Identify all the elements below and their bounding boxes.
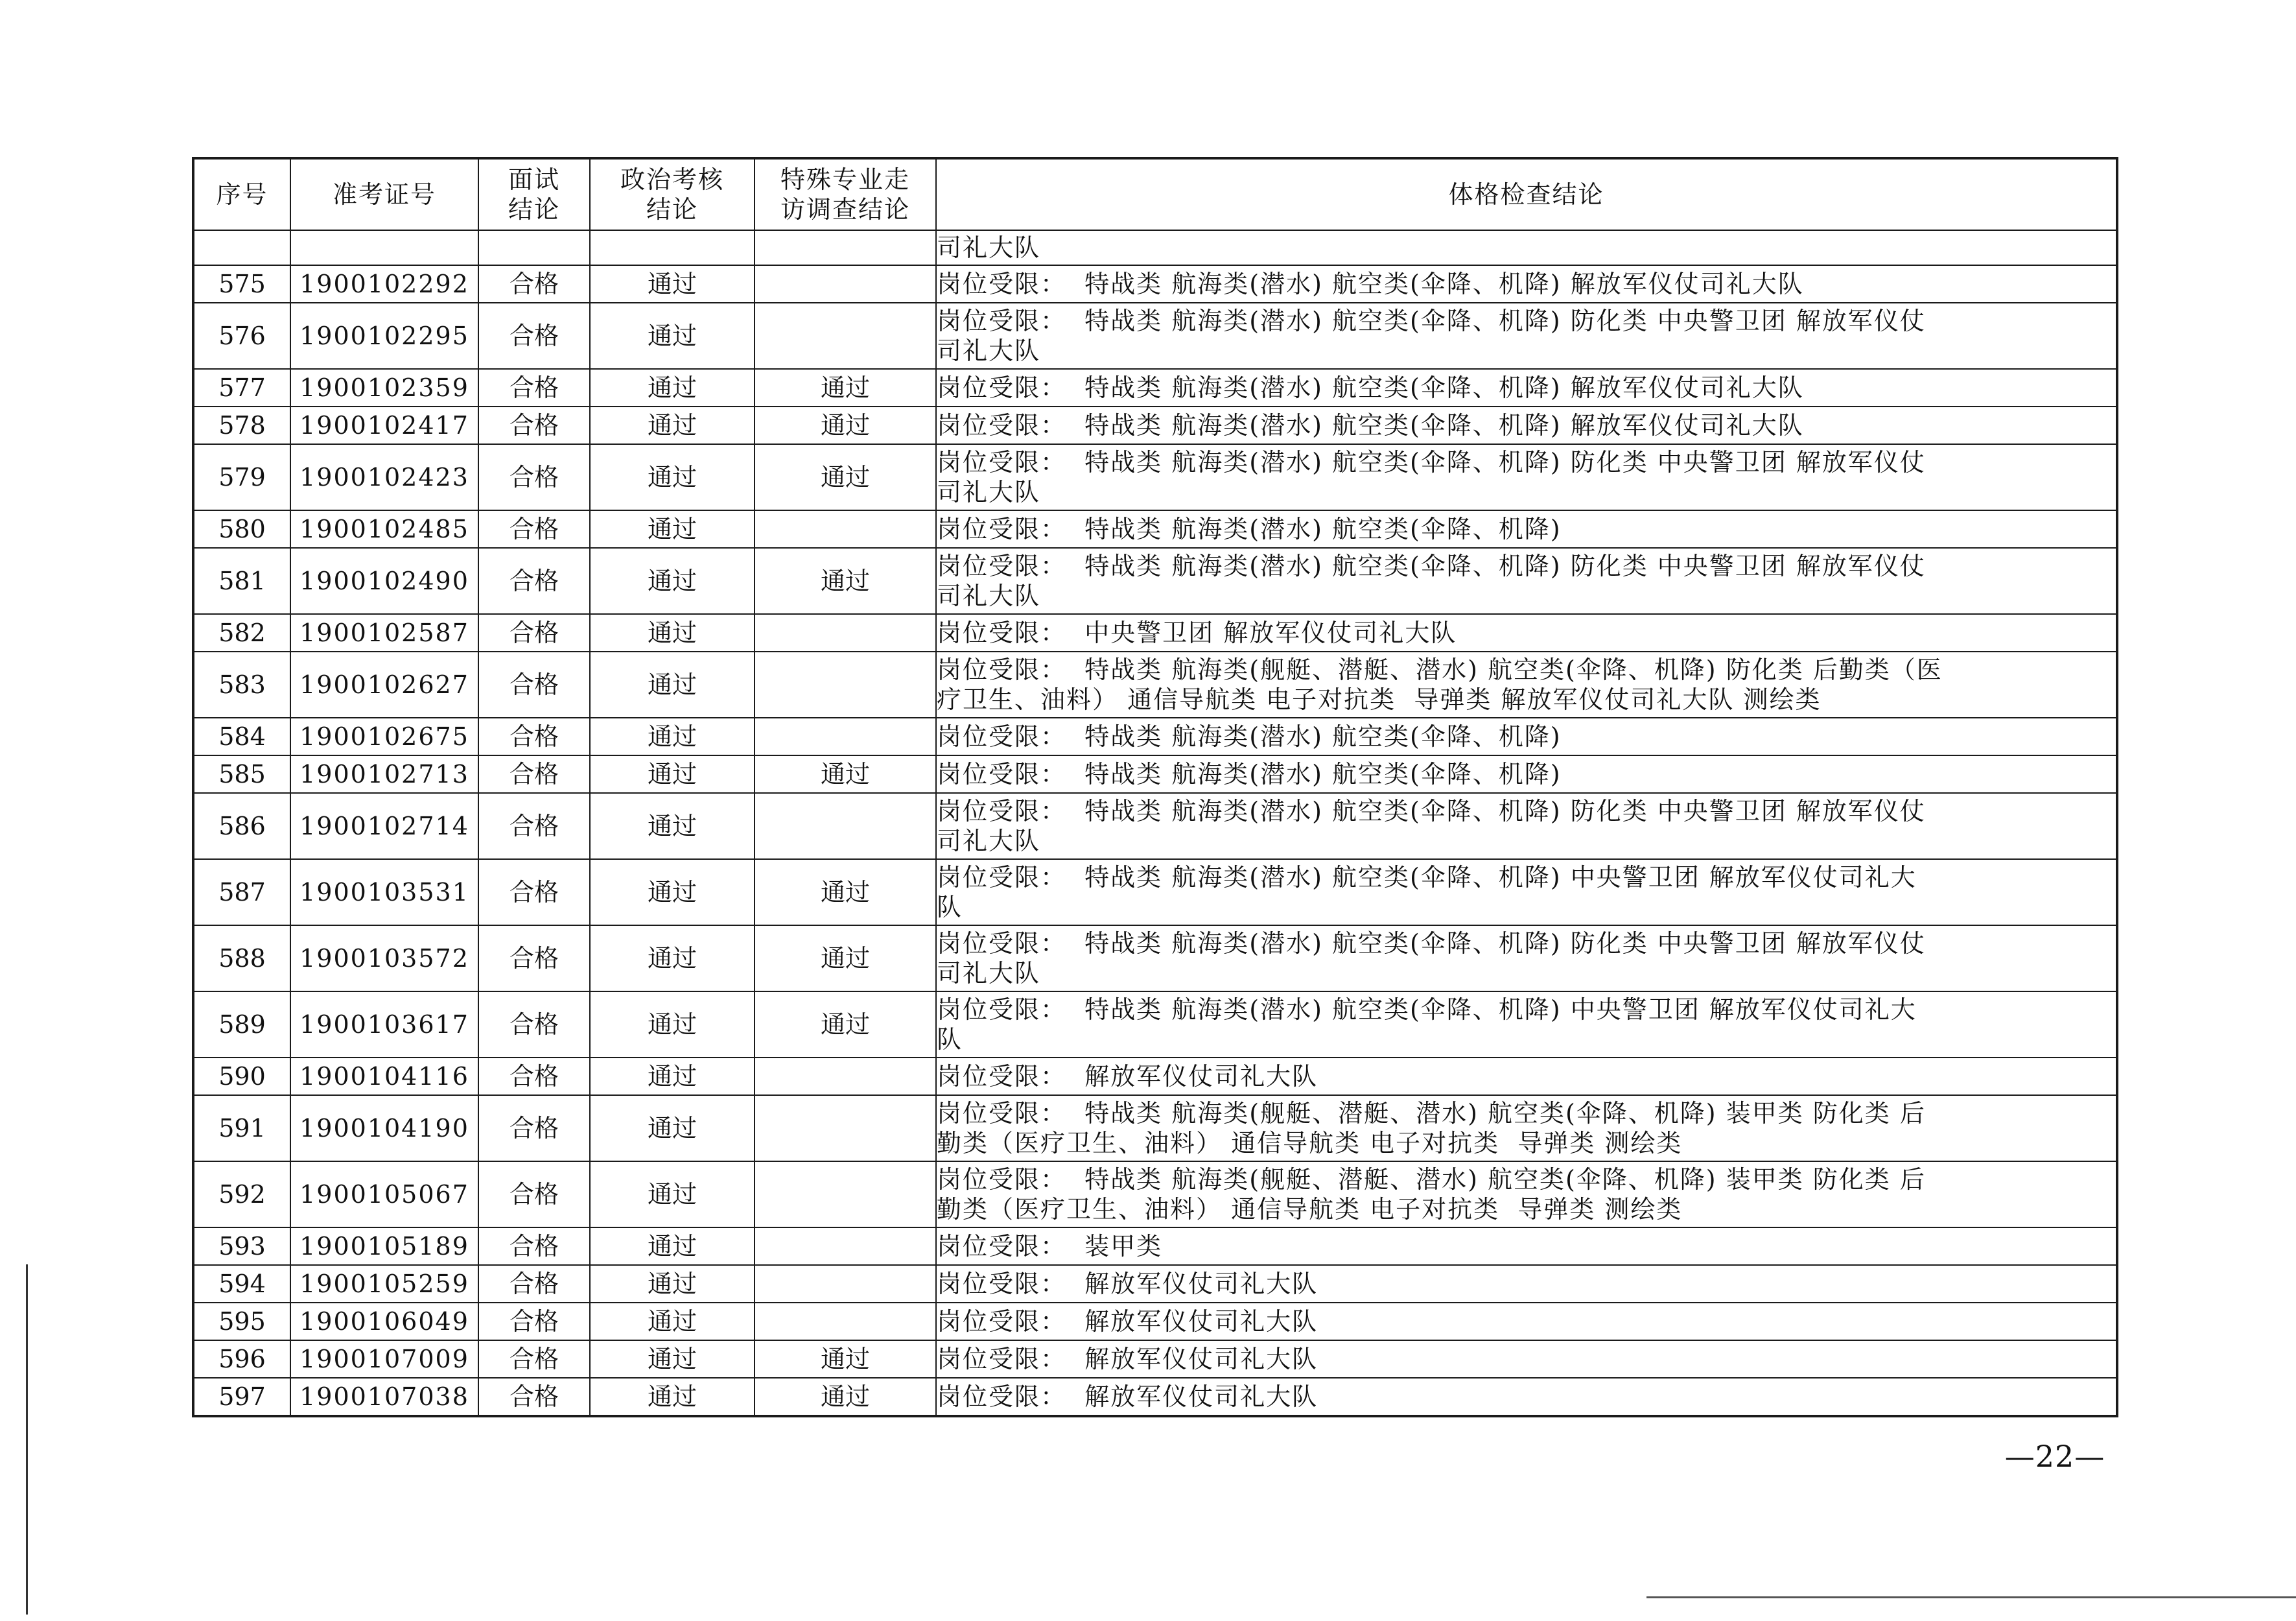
physical-exam-line: 司礼大队 — [937, 827, 1041, 855]
cell-physical-exam-result — [936, 718, 2117, 755]
table-row — [193, 859, 2117, 925]
cell-political-result: 通过 — [590, 1340, 755, 1378]
results-table-container — [192, 157, 2116, 1417]
physical-exam-line: 司礼大队 — [937, 959, 1041, 988]
cell-interview-result: 合格 — [478, 1378, 590, 1416]
table-row — [193, 1340, 2117, 1378]
table-body — [193, 230, 2117, 1416]
header-interview-line-2: 结论 — [508, 195, 560, 224]
table-row — [193, 718, 2117, 755]
cell-seq: 578 — [193, 407, 290, 444]
table-row — [193, 1227, 2117, 1265]
table-row — [193, 548, 2117, 614]
cell-physical-exam-result — [936, 859, 2117, 925]
cell-special-survey-result — [755, 510, 936, 548]
cell-political-result: 通过 — [590, 265, 755, 303]
cell-special-survey-result — [755, 718, 936, 755]
cell-special-survey-result — [755, 652, 936, 718]
cell-seq: 593 — [193, 1227, 290, 1265]
cell-special-survey-result: 通过 — [755, 755, 936, 793]
cell-physical-exam-result — [936, 1058, 2117, 1095]
cell-political-result: 通过 — [590, 859, 755, 925]
physical-exam-line: 司礼大队 — [937, 478, 1041, 506]
physical-exam-line: 勤类（医疗卫生、油料） 通信导航类 电子对抗类 导弹类 测绘类 — [937, 1129, 1683, 1157]
cell-exam-id: 1900102587 — [290, 614, 478, 652]
page-number: —22— — [2004, 1439, 2105, 1474]
cell-political-result: 通过 — [590, 1058, 755, 1095]
cell-interview-result: 合格 — [478, 614, 590, 652]
cell-special-survey-result: 通过 — [755, 444, 936, 510]
cell-interview-result: 合格 — [478, 859, 590, 925]
table-row — [193, 303, 2117, 369]
cell-physical-exam-result — [936, 548, 2117, 614]
cell-political-result: 通过 — [590, 369, 755, 407]
table-row — [193, 652, 2117, 718]
cell-seq: 579 — [193, 444, 290, 510]
cell-physical-exam-result — [936, 652, 2117, 718]
cell-special-survey-result: 通过 — [755, 1378, 936, 1416]
cell-seq: 588 — [193, 925, 290, 991]
cell-seq: 595 — [193, 1303, 290, 1340]
cell-physical-exam-result — [936, 1095, 2117, 1161]
header-interview-line-1: 面试 — [508, 165, 560, 194]
table-row — [193, 407, 2117, 444]
header-exam-id-line: 准考证号 — [332, 180, 436, 209]
table-row — [193, 265, 2117, 303]
cell-physical-exam-result — [936, 444, 2117, 510]
cell-physical-exam-result — [936, 793, 2117, 859]
cell-interview-result: 合格 — [478, 1058, 590, 1095]
scan-edge-line-bottom — [1646, 1596, 2296, 1598]
cell-political-result: 通过 — [590, 510, 755, 548]
cell-interview-result: 合格 — [478, 265, 590, 303]
cell-exam-id: 1900102485 — [290, 510, 478, 548]
cell-political-result: 通过 — [590, 652, 755, 718]
table-row — [193, 510, 2117, 548]
cell-interview-result: 合格 — [478, 991, 590, 1058]
cell-exam-id: 1900102627 — [290, 652, 478, 718]
cell-exam-id: 1900106049 — [290, 1303, 478, 1340]
cell-exam-id: 1900102675 — [290, 718, 478, 755]
cell-exam-id: 1900103531 — [290, 859, 478, 925]
cell-interview-result: 合格 — [478, 1227, 590, 1265]
cell-interview-result: 合格 — [478, 1095, 590, 1161]
cell-special-survey-result — [755, 1227, 936, 1265]
physical-exam-line: 岗位受限： 解放军仪仗司礼大队 — [937, 1062, 1318, 1091]
header-special-line-1: 特殊专业走 — [780, 165, 910, 194]
cell-political-result: 通过 — [590, 1378, 755, 1416]
cell-exam-id: 1900105067 — [290, 1161, 478, 1227]
header-political — [590, 158, 755, 230]
physical-exam-line: 司礼大队 — [937, 233, 1041, 262]
cell-physical-exam-result — [936, 925, 2117, 991]
physical-exam-line: 司礼大队 — [937, 582, 1041, 610]
physical-exam-line: 勤类（医疗卫生、油料） 通信导航类 电子对抗类 导弹类 测绘类 — [937, 1195, 1683, 1224]
cell-political-result: 通过 — [590, 1303, 755, 1340]
cell-political-result: 通过 — [590, 925, 755, 991]
cell-interview-result: 合格 — [478, 793, 590, 859]
cell-exam-id: 1900104190 — [290, 1095, 478, 1161]
cell-interview-result: 合格 — [478, 1161, 590, 1227]
table-row — [193, 614, 2117, 652]
cell-physical-exam-result — [936, 230, 2117, 265]
cell-political-result: 通过 — [590, 444, 755, 510]
cell-seq: 597 — [193, 1378, 290, 1416]
cell-seq: 580 — [193, 510, 290, 548]
header-exam-id — [290, 158, 478, 230]
cell-special-survey-result — [755, 1303, 936, 1340]
cell-special-survey-result: 通过 — [755, 369, 936, 407]
header-physical — [936, 158, 2117, 230]
cell-exam-id: 1900102490 — [290, 548, 478, 614]
cell-special-survey-result: 通过 — [755, 859, 936, 925]
cell-seq: 575 — [193, 265, 290, 303]
physical-exam-line: 岗位受限： 特战类 航海类(潜水) 航空类(伞降、机降) 解放军仪仗司礼大队 — [937, 411, 1804, 440]
table-header-row — [193, 158, 2117, 230]
cell-political-result: 通过 — [590, 548, 755, 614]
physical-exam-line: 疗卫生、油料） 通信导航类 电子对抗类 导弹类 解放军仪仗司礼大队 测绘类 — [937, 685, 1822, 714]
physical-exam-line: 岗位受限： 特战类 航海类(潜水) 航空类(伞降、机降) 中央警卫团 解放军仪仗司礼大 — [937, 863, 1917, 892]
cell-political-result: 通过 — [590, 1227, 755, 1265]
cell-exam-id: 1900104116 — [290, 1058, 478, 1095]
cell-physical-exam-result — [936, 755, 2117, 793]
cell-special-survey-result — [755, 793, 936, 859]
cell-interview-result: 合格 — [478, 925, 590, 991]
physical-exam-line: 岗位受限： 特战类 航海类(潜水) 航空类(伞降、机降) 防化类 中央警卫团 解放军仪仗 — [937, 552, 1926, 580]
cell-seq: 576 — [193, 303, 290, 369]
cell-exam-id: 1900103617 — [290, 991, 478, 1058]
cell-exam-id — [290, 230, 478, 265]
results-table — [192, 157, 2118, 1417]
cell-special-survey-result: 通过 — [755, 407, 936, 444]
cell-political-result: 通过 — [590, 303, 755, 369]
cell-special-survey-result — [755, 303, 936, 369]
cell-interview-result: 合格 — [478, 755, 590, 793]
cell-exam-id: 1900102423 — [290, 444, 478, 510]
cell-special-survey-result: 通过 — [755, 925, 936, 991]
cell-exam-id: 1900102292 — [290, 265, 478, 303]
cell-interview-result: 合格 — [478, 407, 590, 444]
cell-special-survey-result: 通过 — [755, 548, 936, 614]
table-row — [193, 1265, 2117, 1303]
table-row — [193, 1303, 2117, 1340]
cell-interview-result: 合格 — [478, 510, 590, 548]
cell-physical-exam-result — [936, 1227, 2117, 1265]
cell-interview-result: 合格 — [478, 303, 590, 369]
physical-exam-line: 岗位受限： 特战类 航海类(潜水) 航空类(伞降、机降) 解放军仪仗司礼大队 — [937, 373, 1804, 402]
cell-interview-result: 合格 — [478, 369, 590, 407]
cell-seq: 589 — [193, 991, 290, 1058]
cell-special-survey-result: 通过 — [755, 991, 936, 1058]
physical-exam-line: 岗位受限： 特战类 航海类(潜水) 航空类(伞降、机降) 防化类 中央警卫团 解放军仪仗 — [937, 797, 1926, 825]
cell-special-survey-result — [755, 1095, 936, 1161]
cell-physical-exam-result — [936, 1340, 2117, 1378]
physical-exam-line: 队 — [937, 1025, 963, 1054]
cell-physical-exam-result — [936, 407, 2117, 444]
cell-seq — [193, 230, 290, 265]
physical-exam-line: 岗位受限： 特战类 航海类(舰艇、潜艇、潜水) 航空类(伞降、机降) 装甲类 防化类 后 — [937, 1165, 1926, 1194]
cell-exam-id: 1900102295 — [290, 303, 478, 369]
cell-physical-exam-result — [936, 614, 2117, 652]
header-seq-line: 序号 — [216, 180, 268, 209]
cell-seq: 583 — [193, 652, 290, 718]
physical-exam-line: 岗位受限： 特战类 航海类(潜水) 航空类(伞降、机降) 防化类 中央警卫团 解放军仪仗 — [937, 307, 1926, 335]
cell-exam-id: 1900102359 — [290, 369, 478, 407]
cell-special-survey-result: 通过 — [755, 1340, 936, 1378]
physical-exam-line: 岗位受限： 特战类 航海类(舰艇、潜艇、潜水) 航空类(伞降、机降) 装甲类 防化类 后 — [937, 1099, 1926, 1128]
cell-seq: 577 — [193, 369, 290, 407]
cell-interview-result: 合格 — [478, 444, 590, 510]
cell-special-survey-result — [755, 265, 936, 303]
physical-exam-line: 岗位受限： 解放军仪仗司礼大队 — [937, 1382, 1318, 1411]
table-row — [193, 444, 2117, 510]
cell-exam-id: 1900103572 — [290, 925, 478, 991]
cell-political-result: 通过 — [590, 614, 755, 652]
cell-interview-result: 合格 — [478, 718, 590, 755]
table-row — [193, 1058, 2117, 1095]
cell-special-survey-result — [755, 1058, 936, 1095]
cell-seq: 581 — [193, 548, 290, 614]
cell-exam-id: 1900102713 — [290, 755, 478, 793]
cell-exam-id: 1900102714 — [290, 793, 478, 859]
physical-exam-line: 岗位受限： 装甲类 — [937, 1232, 1163, 1260]
table-row — [193, 1378, 2117, 1416]
table-row — [193, 755, 2117, 793]
cell-physical-exam-result — [936, 303, 2117, 369]
table-row — [193, 1095, 2117, 1161]
cell-physical-exam-result — [936, 1265, 2117, 1303]
cell-seq: 592 — [193, 1161, 290, 1227]
physical-exam-line: 岗位受限： 解放军仪仗司礼大队 — [937, 1345, 1318, 1373]
table-row — [193, 1161, 2117, 1227]
cell-political-result: 通过 — [590, 1265, 755, 1303]
cell-interview-result: 合格 — [478, 1340, 590, 1378]
cell-political-result: 通过 — [590, 407, 755, 444]
cell-physical-exam-result — [936, 265, 2117, 303]
cell-physical-exam-result — [936, 991, 2117, 1058]
physical-exam-line: 岗位受限： 特战类 航海类(潜水) 航空类(伞降、机降) — [937, 515, 1562, 543]
cell-special-survey-result — [755, 230, 936, 265]
cell-political-result — [590, 230, 755, 265]
table-row — [193, 991, 2117, 1058]
physical-exam-line: 岗位受限： 特战类 航海类(潜水) 航空类(伞降、机降) 防化类 中央警卫团 解放军仪仗 — [937, 448, 1926, 477]
cell-political-result: 通过 — [590, 1095, 755, 1161]
header-political-line-1: 政治考核 — [620, 165, 724, 194]
physical-exam-line: 岗位受限： 特战类 航海类(潜水) 航空类(伞降、机降) — [937, 722, 1562, 751]
table-row — [193, 925, 2117, 991]
physical-exam-line: 司礼大队 — [937, 337, 1041, 365]
physical-exam-line: 岗位受限： 解放军仪仗司礼大队 — [937, 1307, 1318, 1336]
cell-interview-result: 合格 — [478, 1265, 590, 1303]
table-row — [193, 369, 2117, 407]
cell-political-result: 通过 — [590, 991, 755, 1058]
physical-exam-line: 岗位受限： 特战类 航海类(潜水) 航空类(伞降、机降) 解放军仪仗司礼大队 — [937, 270, 1804, 298]
physical-exam-line: 岗位受限： 特战类 航海类(潜水) 航空类(伞降、机降) 防化类 中央警卫团 解放军仪仗 — [937, 929, 1926, 958]
scan-edge-line-left — [26, 1264, 28, 1615]
cell-political-result: 通过 — [590, 793, 755, 859]
cell-exam-id: 1900105259 — [290, 1265, 478, 1303]
cell-physical-exam-result — [936, 1303, 2117, 1340]
cell-seq: 596 — [193, 1340, 290, 1378]
physical-exam-line: 队 — [937, 893, 963, 921]
cell-seq: 594 — [193, 1265, 290, 1303]
physical-exam-line: 岗位受限： 中央警卫团 解放军仪仗司礼大队 — [937, 619, 1457, 647]
cell-seq: 584 — [193, 718, 290, 755]
cell-special-survey-result — [755, 1161, 936, 1227]
cell-interview-result: 合格 — [478, 1303, 590, 1340]
cell-special-survey-result — [755, 1265, 936, 1303]
cell-seq: 590 — [193, 1058, 290, 1095]
cell-seq: 587 — [193, 859, 290, 925]
cell-exam-id: 1900107009 — [290, 1340, 478, 1378]
physical-exam-line: 岗位受限： 解放军仪仗司礼大队 — [937, 1270, 1318, 1298]
cell-seq: 582 — [193, 614, 290, 652]
cell-seq: 586 — [193, 793, 290, 859]
physical-exam-line: 岗位受限： 特战类 航海类(潜水) 航空类(伞降、机降) 中央警卫团 解放军仪仗司礼大 — [937, 995, 1917, 1024]
cell-exam-id: 1900102417 — [290, 407, 478, 444]
header-special-line-2: 访调查结论 — [780, 195, 910, 224]
cell-special-survey-result — [755, 614, 936, 652]
cell-exam-id: 1900105189 — [290, 1227, 478, 1265]
cell-interview-result — [478, 230, 590, 265]
cell-seq: 591 — [193, 1095, 290, 1161]
header-political-line-2: 结论 — [646, 195, 698, 224]
cell-physical-exam-result — [936, 510, 2117, 548]
cell-physical-exam-result — [936, 1161, 2117, 1227]
physical-exam-line: 岗位受限： 特战类 航海类(潜水) 航空类(伞降、机降) — [937, 760, 1562, 788]
cell-political-result: 通过 — [590, 1161, 755, 1227]
header-interview — [478, 158, 590, 230]
cell-exam-id: 1900107038 — [290, 1378, 478, 1416]
cell-physical-exam-result — [936, 369, 2117, 407]
table-row — [193, 793, 2117, 859]
header-special — [755, 158, 936, 230]
cell-seq: 585 — [193, 755, 290, 793]
cell-political-result: 通过 — [590, 755, 755, 793]
cell-interview-result: 合格 — [478, 652, 590, 718]
header-seq — [193, 158, 290, 230]
cell-interview-result: 合格 — [478, 548, 590, 614]
table-row — [193, 230, 2117, 265]
cell-political-result: 通过 — [590, 718, 755, 755]
cell-physical-exam-result — [936, 1378, 2117, 1416]
header-physical-line: 体格检查结论 — [1448, 180, 1604, 209]
physical-exam-line: 岗位受限： 特战类 航海类(舰艇、潜艇、潜水) 航空类(伞降、机降) 防化类 后勤类（医 — [937, 656, 1943, 684]
